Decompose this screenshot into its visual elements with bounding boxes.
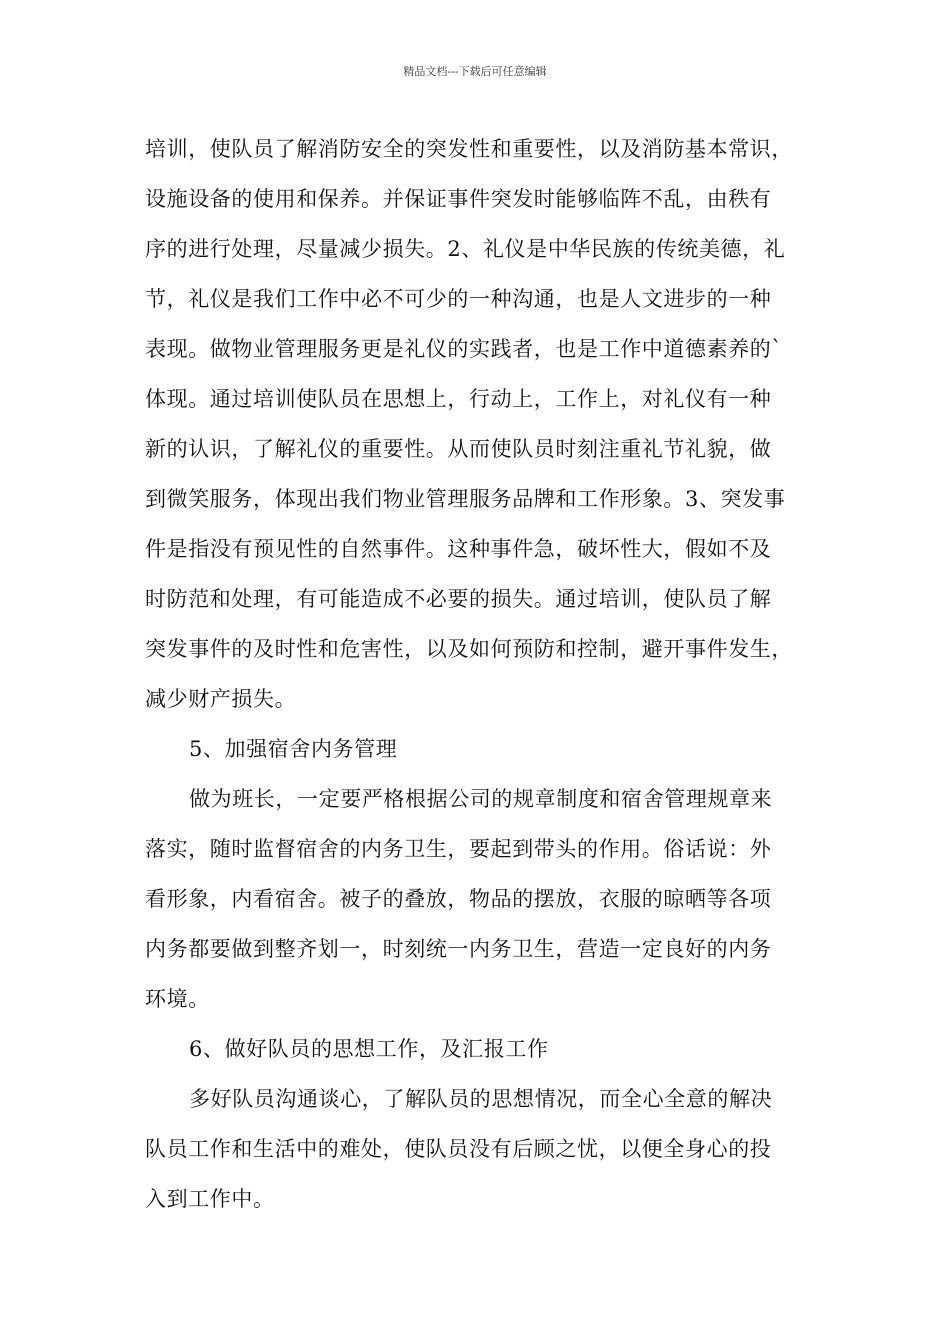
text-line: 减少财产损失。 bbox=[145, 687, 297, 711]
text-line: 看形象，内看宿舍。被子的叠放，物品的摆放，衣服的晾晒等各项 bbox=[145, 887, 772, 911]
text-line: 突发事件的及时性和危害性，以及如何预防和控制，避开事件发生， bbox=[145, 637, 793, 661]
text-line: 内务都要做到整齐划一，时刻统一内务卫生，营造一定良好的内务 bbox=[145, 937, 772, 961]
page-header: 精品文档---下载后可任意编辑 bbox=[403, 65, 547, 78]
text-line: 环境。 bbox=[145, 987, 210, 1011]
text-line: 设施设备的使用和保养。并保证事件突发时能够临阵不乱，由秩有 bbox=[145, 187, 772, 211]
text-line: 队员工作和生活中的难处，使队员没有后顾之忧，以便全身心的投 bbox=[145, 1137, 772, 1161]
text-line: 落实，随时监督宿舍的内务卫生，要起到带头的作用。俗话说：外 bbox=[145, 837, 772, 861]
paragraph-first-line: 5、加强宿舍内务管理 bbox=[189, 737, 398, 761]
paragraph-first-line: 做为班长，一定要严格根据公司的规章制度和宿舍管理规章来 bbox=[189, 787, 773, 811]
text-line: 到微笑服务，体现出我们物业管理服务品牌和工作形象。3、突发事 bbox=[145, 487, 786, 511]
text-line: 培训，使队员了解消防安全的突发性和重要性，以及消防基本常识， bbox=[145, 137, 793, 161]
text-line: 时防范和处理，有可能造成不必要的损失。通过培训，使队员了解 bbox=[145, 587, 772, 611]
text-line: 新的认识，了解礼仪的重要性。从而使队员时刻注重礼节礼貌，做 bbox=[145, 437, 772, 461]
paragraph-first-line: 多好队员沟通谈心，了解队员的思想情况，而全心全意的解决 bbox=[189, 1087, 773, 1111]
text-line: 表现。做物业管理服务更是礼仪的实践者，也是工作中道德素养的` bbox=[145, 337, 783, 361]
document-body bbox=[145, 130, 810, 1230]
paragraph-first-line: 6、做好队员的思想工作，及汇报工作 bbox=[189, 1037, 549, 1061]
text-line: 体现。通过培训使队员在思想上，行动上，工作上，对礼仪有一种 bbox=[145, 387, 772, 411]
text-line: 序的进行处理，尽量减少损失。2、礼仪是中华民族的传统美德，礼 bbox=[145, 237, 786, 261]
text-line: 节，礼仪是我们工作中必不可少的一种沟通，也是人文进步的一种 bbox=[145, 287, 772, 311]
text-line: 件是指没有预见性的自然事件。这种事件急，破坏性大，假如不及 bbox=[145, 537, 772, 561]
text-line: 入到工作中。 bbox=[145, 1187, 275, 1211]
